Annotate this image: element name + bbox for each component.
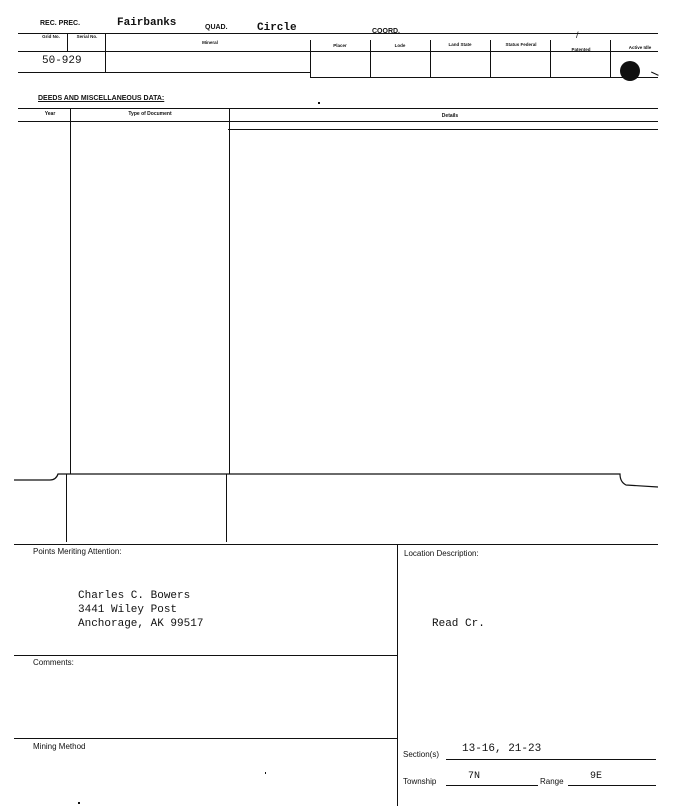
grid-no-value: 50-929: [42, 55, 82, 67]
col-active-idle: Active Idle: [628, 45, 652, 50]
divider: [70, 108, 71, 474]
col-serial-no: Serial No.: [76, 34, 98, 39]
township-value: 7N: [468, 771, 481, 782]
sections-underline: [446, 759, 656, 760]
mining-method-label: Mining Method: [33, 742, 86, 751]
tick-mark: /: [576, 30, 579, 40]
sections-label: Section(s): [403, 750, 440, 759]
quad-label: QUAD.: [205, 24, 228, 31]
range-underline: [568, 785, 656, 786]
sections-value: 13-16, 21-23: [462, 743, 542, 755]
col-status-federal: Status Federal: [505, 42, 537, 47]
col-land-state: Land State: [448, 42, 472, 47]
col-placer: Placer: [333, 43, 347, 48]
header-bottom-rule-right: [310, 77, 658, 78]
active-status-dot: [620, 61, 640, 81]
township-underline: [446, 785, 538, 786]
col-details: Details: [441, 113, 459, 119]
deeds-top-rule: [18, 108, 658, 109]
address-line1: Charles C. Bowers: [78, 590, 191, 602]
rec-prec-value: Fairbanks: [117, 17, 177, 29]
address-line2: 3441 Wiley Post: [78, 604, 178, 616]
coord-label: COORD.: [372, 28, 400, 35]
col-year: Year: [44, 111, 56, 117]
details-header-rule: [228, 129, 658, 130]
bottom-section-top-rule: [14, 544, 658, 545]
divider: [67, 33, 68, 51]
col-grid-no: Grid No.: [42, 34, 60, 39]
divider: [370, 40, 371, 77]
header-top-rule: [18, 33, 658, 34]
points-label: Points Meriting Attention:: [33, 547, 122, 556]
divider: [610, 40, 611, 77]
speck: [318, 102, 320, 104]
range-label: Range: [540, 777, 564, 786]
speck: [78, 802, 80, 804]
location-value: Read Cr.: [432, 618, 485, 630]
deeds-header-rule: [18, 121, 658, 122]
comments-label: Comments:: [33, 658, 74, 667]
header-bottom-rule-left: [18, 72, 310, 73]
divider: [490, 40, 491, 77]
divider: [550, 40, 551, 77]
location-label: Location Description:: [404, 549, 479, 558]
comments-rule: [14, 655, 397, 656]
bottom-center-divider: [397, 544, 398, 806]
col-mineral: Mineral: [202, 40, 218, 45]
speck: [265, 772, 266, 774]
rec-prec-label: REC. PREC.: [40, 20, 81, 27]
col-patented: Patented: [571, 47, 591, 52]
township-label: Township: [403, 777, 437, 786]
deeds-title: DEEDS AND MISCELLANEOUS DATA:: [38, 95, 165, 102]
divider: [430, 40, 431, 77]
address-line3: Anchorage, AK 99517: [78, 618, 204, 630]
fold-line: [0, 465, 678, 495]
corner-mark: [649, 72, 658, 80]
divider: [310, 40, 311, 77]
mining-rule: [14, 738, 397, 739]
col-lode: Lode: [394, 43, 406, 48]
divider: [229, 108, 230, 474]
quad-value: Circle: [257, 22, 297, 34]
range-value: 9E: [590, 771, 603, 782]
col-type-of-document: Type of Document: [128, 111, 172, 117]
divider: [105, 33, 106, 72]
